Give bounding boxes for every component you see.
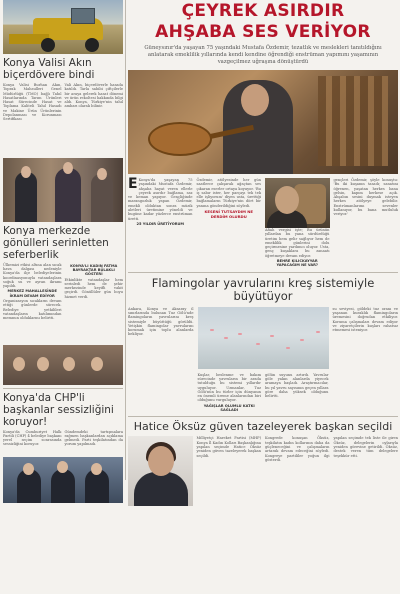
chp-photo — [3, 457, 123, 503]
article-text: yapılan seçimde tek liste ile giren Öksüz, delegelerin oylarıyla yeniden görevine getirildi. Öksüz, destek veren tüm delegelere teşekkür etti. — [333, 436, 398, 458]
person-silhouette — [91, 174, 113, 222]
person-face — [97, 168, 107, 180]
article-text: Milliyetçi Hareket Partisi (MHP) Konya İl Kadın Kolları Başkanlığına yapılan seçimde Hatice Öksüz yeniden güven tazeleyerek başkan seçildi. — [196, 436, 261, 458]
governor-photo — [3, 158, 123, 222]
section-divider — [3, 388, 123, 389]
combine-wheel — [85, 38, 99, 52]
mhp-body — [128, 436, 398, 506]
lead-body — [128, 178, 398, 269]
flamingo-photo — [198, 307, 329, 369]
person-silhouette — [15, 172, 37, 222]
flamingo — [224, 337, 228, 339]
section-divider — [128, 416, 398, 417]
article-subhead: 25 YILDIR ÜRETİYORUM — [136, 221, 185, 226]
article-text: Etkinlikte vatandaşlar hem serinledi hem de şehir merkezinde keyifli vakit geçirdi. Gönüllüler gün boyu hizmet verdi. — [64, 277, 123, 299]
lead-headline-line2[interactable]: AHŞABA SES VERİYOR — [155, 22, 371, 42]
article-text: gölün suyunu artırdı. Yavrular göle yakın alanlarda yiyecek aramaya başladı. Araştırmacılar, bu yıl yavru sayısının geçen yıllara göre daha yüksek olduğunu belirtti. — [265, 372, 329, 399]
left-column — [3, 0, 123, 594]
mhp-headline[interactable]: Hatice Öksüz güven tazeleyerek başkan seçildi — [133, 420, 393, 434]
section-divider — [128, 272, 398, 273]
person-face — [57, 461, 68, 473]
flamingo-subcols — [198, 373, 329, 414]
luthier-head — [241, 84, 269, 116]
lead-headline-line1[interactable]: ÇEYREK ASIRDIR — [181, 1, 345, 21]
person-face — [91, 357, 103, 371]
flamingo — [300, 339, 304, 341]
person-face — [63, 162, 73, 174]
governor-headline[interactable]: Konya Valisi Akın biçerdövere bindi — [3, 57, 95, 81]
flamingo — [238, 333, 242, 335]
person-silhouette — [55, 168, 81, 222]
article-text: Ülkemizi etkisi altına alan sıcak hava dalgası nedeniyle Konya'da ilçe belediyelerinin koordinasyonuyla vatandaşlara soğuk su ve ayran ikramı yapıldı. — [3, 262, 62, 289]
article-text: E Konya'da yaşayan 75 yaşındaki Mustafa Özdemir, ahşaba hayat veren ellerle çeyrek asırdır bağlama, saz ve keman yapıyor. Gençliğinde marangozluk yapan Özdemir, emekli olduktan sonra müzik aletleri üretimine yöneldi ve bugüne kadar yüzlerce enstrüman üretti. — [128, 176, 193, 221]
portrait-head — [275, 186, 299, 214]
person-face — [37, 357, 49, 371]
flamingo — [256, 343, 260, 345]
governor-body — [3, 83, 123, 122]
person-silhouette — [51, 469, 75, 503]
article-text: Gündemdeki tartışmalara rağmen başkanlardan açıklama gelmedi. Parti teşkilatından da yorum yapılmadı. — [64, 429, 123, 447]
drop-cap: E — [128, 176, 138, 192]
flamingo — [210, 329, 214, 331]
article-text: Kongrede konuşan Öksüz, teşkilatın kadın kollarının daha da güçleneceğini ve çalışmaların artarak devam edeceğini söyledi. Kongreye partililer yoğun ilgi gösterdi. — [265, 436, 330, 462]
article-text: gençleri Özdemir, şöyle konuştu: 'Bu iki kuşanın tasadı; sanatını öğrenen, yaşatan herkes bana gelsin, kapım herkese açık. Ahşabın sesini duymak isteyen herkes atölyeye gelebilir. Enstrümanlarımı sevenler kullanıyor, bu bana mutluluk veriyor.' — [333, 178, 398, 217]
article-text: Özdemir, atölyesinde her gün saatlerce çalışarak ağaçtan ses çıkaran eserler ortaya koyuyor. 'Bu iş sabır ister, her parçayı tek tek elle işliyorum' diyen usta, ürettiği bağlamaların Türkiye'nin dört bir yanına gönderildiğini söyledi. — [196, 178, 261, 208]
person-face — [21, 166, 31, 178]
flamingo-body — [128, 307, 398, 414]
luthier-photo — [128, 70, 398, 174]
instrument-wall — [318, 76, 388, 166]
volunteers-body — [3, 263, 123, 321]
article-text: Vali Akın, biçerdöverle hasada katıldı. Tarla sahibi çiftçilerle bir araya gelerek hasat dönemi ve ürün rekoltesi hakkında bilgi aldı. Konya, Türkiye'nin tahıl ambarı olarak bilinir. — [64, 83, 123, 109]
person-face — [91, 463, 102, 475]
article-text: Ankara, Konya ve Aksaray il sınırlarında bulunan Tuz Gölü'nde flamingoların yavrularını kreş sistemiyle büyüttüğü görüldü. Yetişkin flamingolar yavrularını korumak için toplu alanlarda bekliyor. — [128, 306, 194, 337]
portrait-body — [134, 472, 188, 506]
person-face — [13, 357, 25, 371]
article-subhead: MERKEZ MAHALLESİNDE İKRAM DEVAM EDİYOR — [7, 289, 57, 298]
flamingo — [316, 331, 320, 333]
article-text: Kuşlar, beslenme ve bakım sürecinde yavruların bir arada tutulduğu bu sistemi yıllardır uyguluyor. Uzmanlar, Tuz Gölü'nün bu türler için dünyanın en önemli üreme alanlarından biri olduğunu vurguluyor. — [197, 372, 261, 403]
chp-body — [3, 430, 123, 447]
person-face — [63, 357, 75, 371]
flamingo-headline[interactable]: Flamingolar yavrularını kreş sistemiyle büyütüyor — [151, 275, 375, 303]
combine-wheel — [41, 38, 55, 52]
column-rule — [125, 0, 126, 480]
combine-harvester-photo — [3, 0, 123, 54]
volunteers-photo — [3, 345, 123, 385]
flamingo — [270, 335, 274, 337]
article-text: Konya Valisi Burhan Akın, Toprak Mahsulleri Genel Müdürlüğü (TMO) bağlı Tahıl Hasatlarında Tarım Ürünleri Hasat Sürecinde Hasat ve Toplama Kaliteli Tahıl Hasadı ve Makine Ürün Ürünlerinin Depolanması ve Korunması Sertifikası — [3, 83, 62, 122]
article-text: Afiah vergisi işte; Bu ürünün yıllardan bu yana sürdürdüğü üretim hem gelir sağlıyor hem de emeklilik günlerini dolu geçirmesine yardımcı oluyor. Usta, genç kuşaklara bu zanaatı öğretmeye devam ediyor. — [265, 228, 330, 258]
flamingo — [286, 347, 290, 349]
article-subhead: YAĞIŞLAR OLUMLU KATKI SAĞLADI — [203, 403, 255, 413]
hatice-oksuz-photo — [128, 436, 193, 506]
article-subhead: BEHRE KILICKAYYAR YAPACAĞIM NE VAR? — [276, 259, 319, 268]
pull-quote: KESENİ TUTSAYDIM NE DERDİM OLURDU — [204, 209, 254, 220]
person-face — [23, 463, 34, 475]
article-text: Konya'da Cumhuriyet Halk Partili (CHP) 4 belediye başkanı yerel seçim sonrasında sessizliğini koruyor. — [3, 429, 62, 447]
chp-headline[interactable]: Konya'da CHP'li başkanlar sessizliğini koruyor! — [3, 391, 114, 428]
article-text: Organizasyon sıcakların devam ettiği günlerde sürecek. Belediye yetkilileri vatandaşların katılımından memnun olduklarını belirtti. — [3, 299, 62, 321]
lead-deck: Güneysınır'da yaşayan 75 yaşındaki Mustafa Özdemir, tezatlık ve meslekleri tanıtıldığını anlatarak emeklilik yıllarında kendi kendine öğrendiği enstrüman yapımını yaşamının vazgeçilmez uğraşına dönüştürdü — [144, 45, 382, 65]
main-column — [128, 0, 398, 506]
article-text: su seviyesi, göldeki tuz oranı ve yaşanan kuraklık flamingoların üremesini doğrudan etkiliyor. Koruma çalışmaları devam ediyor ve ziyaretçilerin kuşları rahatsız etmemesi isteniyor. — [332, 306, 398, 333]
combine-cab — [71, 8, 95, 24]
volunteers-headline[interactable]: Konya merkezde gönülleri serinletten seferberlik — [3, 224, 109, 261]
article-subhead: KONYA'LI KADIN FATMA BAYRAKTAR BÜLAKLI GÖSTERİ — [70, 263, 118, 277]
luthier-portrait — [265, 178, 330, 228]
saz-instrument — [148, 122, 212, 156]
